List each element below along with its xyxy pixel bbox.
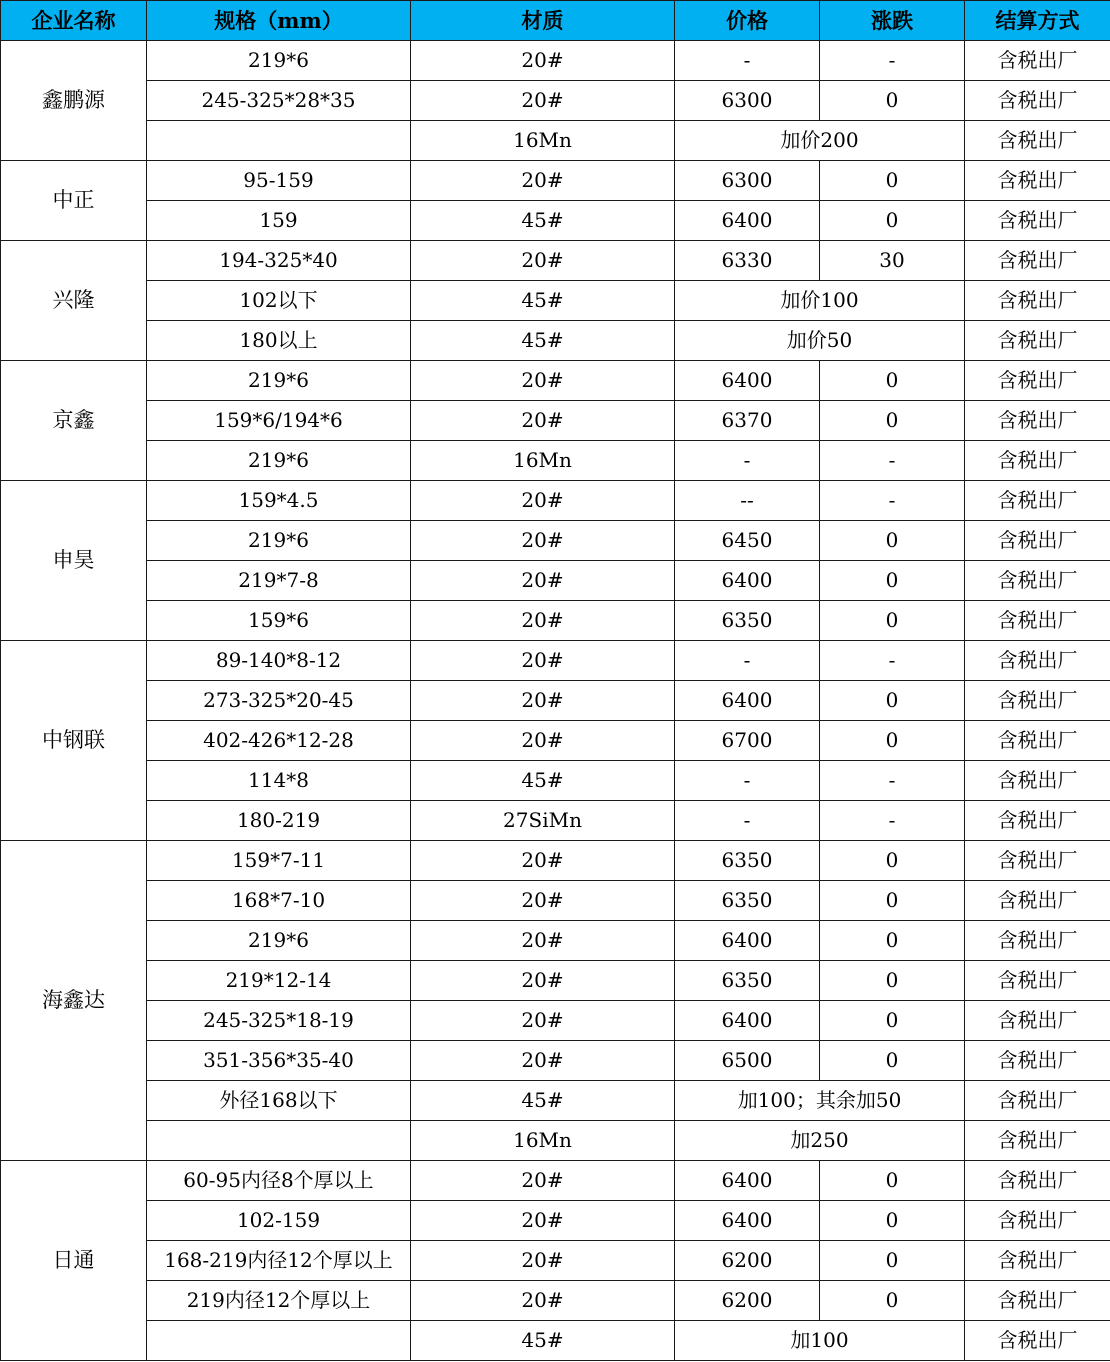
change-cell: 0: [820, 601, 965, 641]
settlement-cell: 含税出厂: [965, 721, 1110, 761]
material-cell: 20#: [411, 81, 675, 121]
settlement-cell: 含税出厂: [965, 761, 1110, 801]
change-cell: 0: [820, 401, 965, 441]
table-row: [1, 121, 1110, 161]
settlement-cell: 含税出厂: [965, 281, 1110, 321]
spec-cell: 168*7-10: [147, 881, 411, 921]
table-row: [1, 641, 1110, 681]
company-cell: 京鑫: [1, 361, 147, 481]
price-cell: 6400: [675, 1201, 820, 1241]
price-cell: 6400: [675, 921, 820, 961]
change-cell: 0: [820, 721, 965, 761]
spec-cell: 159*6/194*6: [147, 401, 411, 441]
material-cell: 20#: [411, 961, 675, 1001]
material-cell: 20#: [411, 1001, 675, 1041]
material-cell: 20#: [411, 1161, 675, 1201]
price-note-cell: 加价100: [675, 281, 965, 321]
change-cell: 0: [820, 201, 965, 241]
spec-cell: 外径168以下: [147, 1081, 411, 1121]
spec-cell: 159*6: [147, 601, 411, 641]
table-row: [1, 601, 1110, 641]
table-row: [1, 1161, 1110, 1201]
material-cell: 20#: [411, 241, 675, 281]
material-cell: 16Mn: [411, 121, 675, 161]
company-cell: 鑫鹏源: [1, 41, 147, 161]
table-row: [1, 1281, 1110, 1321]
price-cell: -: [675, 641, 820, 681]
material-cell: 16Mn: [411, 1121, 675, 1161]
table-row: [1, 1241, 1110, 1281]
price-cell: -: [675, 441, 820, 481]
change-cell: -: [820, 761, 965, 801]
material-cell: 45#: [411, 321, 675, 361]
price-cell: -: [675, 761, 820, 801]
settlement-cell: 含税出厂: [965, 681, 1110, 721]
material-cell: 20#: [411, 561, 675, 601]
spec-cell: 219*7-8: [147, 561, 411, 601]
spec-cell: 102以下: [147, 281, 411, 321]
table-row: [1, 1121, 1110, 1161]
header-row: [1, 1, 1110, 41]
settlement-cell: 含税出厂: [965, 1241, 1110, 1281]
material-cell: 20#: [411, 1241, 675, 1281]
settlement-cell: 含税出厂: [965, 961, 1110, 1001]
settlement-cell: 含税出厂: [965, 401, 1110, 441]
spec-cell: 219*6: [147, 921, 411, 961]
price-cell: 6400: [675, 681, 820, 721]
spec-cell: [147, 1321, 411, 1361]
spec-cell: 114*8: [147, 761, 411, 801]
spec-cell: 102-159: [147, 1201, 411, 1241]
spec-cell: 351-356*35-40: [147, 1041, 411, 1081]
settlement-cell: 含税出厂: [965, 1001, 1110, 1041]
table-row: [1, 321, 1110, 361]
price-cell: 6370: [675, 401, 820, 441]
change-cell: 0: [820, 1241, 965, 1281]
table-row: [1, 681, 1110, 721]
spec-cell: 95-159: [147, 161, 411, 201]
change-cell: -: [820, 441, 965, 481]
price-cell: 6400: [675, 561, 820, 601]
settlement-cell: 含税出厂: [965, 1081, 1110, 1121]
change-cell: 0: [820, 1001, 965, 1041]
price-cell: 6350: [675, 601, 820, 641]
table-row: [1, 841, 1110, 881]
table-row: [1, 521, 1110, 561]
table-row: [1, 1001, 1110, 1041]
table-row: [1, 881, 1110, 921]
material-cell: 27SiMn: [411, 801, 675, 841]
settlement-cell: 含税出厂: [965, 921, 1110, 961]
material-cell: 20#: [411, 521, 675, 561]
company-cell: 中钢联: [1, 641, 147, 841]
table-row: [1, 361, 1110, 401]
settlement-cell: 含税出厂: [965, 41, 1110, 81]
settlement-cell: 含税出厂: [965, 161, 1110, 201]
header-settlement: 结算方式: [965, 1, 1110, 41]
change-cell: 0: [820, 681, 965, 721]
spec-cell: 180-219: [147, 801, 411, 841]
material-cell: 20#: [411, 1041, 675, 1081]
price-cell: 6300: [675, 81, 820, 121]
table-row: [1, 1081, 1110, 1121]
settlement-cell: 含税出厂: [965, 201, 1110, 241]
change-cell: 0: [820, 841, 965, 881]
price-cell: --: [675, 481, 820, 521]
price-cell: 6330: [675, 241, 820, 281]
header-spec: 规格（mm）: [147, 1, 411, 41]
table-row: [1, 241, 1110, 281]
settlement-cell: 含税出厂: [965, 881, 1110, 921]
table-row: [1, 281, 1110, 321]
settlement-cell: 含税出厂: [965, 321, 1110, 361]
price-cell: 6400: [675, 1161, 820, 1201]
material-cell: 20#: [411, 361, 675, 401]
change-cell: 0: [820, 961, 965, 1001]
company-cell: 申昊: [1, 481, 147, 641]
settlement-cell: 含税出厂: [965, 801, 1110, 841]
settlement-cell: 含税出厂: [965, 561, 1110, 601]
price-cell: 6350: [675, 841, 820, 881]
spec-cell: 245-325*28*35: [147, 81, 411, 121]
table-row: [1, 401, 1110, 441]
material-cell: 20#: [411, 841, 675, 881]
change-cell: -: [820, 481, 965, 521]
material-cell: 20#: [411, 921, 675, 961]
settlement-cell: 含税出厂: [965, 1121, 1110, 1161]
material-cell: 45#: [411, 1081, 675, 1121]
material-cell: 45#: [411, 761, 675, 801]
spec-cell: 168-219内径12个厚以上: [147, 1241, 411, 1281]
change-cell: 0: [820, 161, 965, 201]
price-note-cell: 加250: [675, 1121, 965, 1161]
settlement-cell: 含税出厂: [965, 641, 1110, 681]
company-cell: 兴隆: [1, 241, 147, 361]
material-cell: 20#: [411, 1281, 675, 1321]
table-row: [1, 801, 1110, 841]
settlement-cell: 含税出厂: [965, 841, 1110, 881]
settlement-cell: 含税出厂: [965, 1161, 1110, 1201]
company-cell: 日通: [1, 1161, 147, 1361]
spec-cell: 219*12-14: [147, 961, 411, 1001]
spec-cell: 159*4.5: [147, 481, 411, 521]
settlement-cell: 含税出厂: [965, 81, 1110, 121]
table-row: [1, 1201, 1110, 1241]
spec-cell: 159: [147, 201, 411, 241]
material-cell: 20#: [411, 1201, 675, 1241]
settlement-cell: 含税出厂: [965, 1041, 1110, 1081]
company-cell: 海鑫达: [1, 841, 147, 1161]
price-cell: 6200: [675, 1241, 820, 1281]
table-row: [1, 201, 1110, 241]
header-change: 涨跌: [820, 1, 965, 41]
spec-cell: [147, 1121, 411, 1161]
material-cell: 20#: [411, 601, 675, 641]
table-body: [1, 41, 1110, 1361]
price-cell: -: [675, 801, 820, 841]
price-note-cell: 加100；其余加50: [675, 1081, 965, 1121]
spec-cell: 60-95内径8个厚以上: [147, 1161, 411, 1201]
material-cell: 20#: [411, 641, 675, 681]
table-row: [1, 721, 1110, 761]
table-row: [1, 441, 1110, 481]
table-row: [1, 1321, 1110, 1361]
settlement-cell: 含税出厂: [965, 1281, 1110, 1321]
settlement-cell: 含税出厂: [965, 441, 1110, 481]
change-cell: 0: [820, 361, 965, 401]
price-cell: 6400: [675, 361, 820, 401]
change-cell: 0: [820, 1281, 965, 1321]
company-cell: 中正: [1, 161, 147, 241]
change-cell: 0: [820, 561, 965, 601]
material-cell: 45#: [411, 201, 675, 241]
material-cell: 45#: [411, 281, 675, 321]
price-cell: 6700: [675, 721, 820, 761]
spec-cell: 180以上: [147, 321, 411, 361]
material-cell: 20#: [411, 721, 675, 761]
spec-cell: 273-325*20-45: [147, 681, 411, 721]
table-row: [1, 41, 1110, 81]
table-row: [1, 761, 1110, 801]
change-cell: -: [820, 801, 965, 841]
material-cell: 20#: [411, 481, 675, 521]
spec-cell: 402-426*12-28: [147, 721, 411, 761]
price-cell: 6400: [675, 1001, 820, 1041]
table-row: [1, 81, 1110, 121]
table-row: [1, 481, 1110, 521]
settlement-cell: 含税出厂: [965, 1321, 1110, 1361]
table-row: [1, 1041, 1110, 1081]
spec-cell: 89-140*8-12: [147, 641, 411, 681]
price-cell: 6350: [675, 961, 820, 1001]
price-note-cell: 加价200: [675, 121, 965, 161]
change-cell: 0: [820, 81, 965, 121]
material-cell: 20#: [411, 681, 675, 721]
material-cell: 45#: [411, 1321, 675, 1361]
change-cell: -: [820, 41, 965, 81]
change-cell: -: [820, 641, 965, 681]
settlement-cell: 含税出厂: [965, 481, 1110, 521]
table-header: [1, 1, 1110, 41]
table-row: [1, 161, 1110, 201]
price-cell: 6400: [675, 201, 820, 241]
spec-cell: 219*6: [147, 521, 411, 561]
price-cell: 6200: [675, 1281, 820, 1321]
settlement-cell: 含税出厂: [965, 361, 1110, 401]
settlement-cell: 含税出厂: [965, 241, 1110, 281]
material-cell: 16Mn: [411, 441, 675, 481]
price-cell: -: [675, 41, 820, 81]
change-cell: 0: [820, 1041, 965, 1081]
spec-cell: [147, 121, 411, 161]
settlement-cell: 含税出厂: [965, 601, 1110, 641]
change-cell: 0: [820, 1161, 965, 1201]
change-cell: 0: [820, 921, 965, 961]
spec-cell: 219*6: [147, 41, 411, 81]
material-cell: 20#: [411, 41, 675, 81]
material-cell: 20#: [411, 161, 675, 201]
price-cell: 6500: [675, 1041, 820, 1081]
spec-cell: 219*6: [147, 441, 411, 481]
price-note-cell: 加100: [675, 1321, 965, 1361]
spec-cell: 219内径12个厚以上: [147, 1281, 411, 1321]
change-cell: 0: [820, 881, 965, 921]
table-row: [1, 961, 1110, 1001]
table-row: [1, 921, 1110, 961]
header-price: 价格: [675, 1, 820, 41]
price-cell: 6450: [675, 521, 820, 561]
price-cell: 6300: [675, 161, 820, 201]
price-cell: 6350: [675, 881, 820, 921]
material-cell: 20#: [411, 881, 675, 921]
settlement-cell: 含税出厂: [965, 121, 1110, 161]
change-cell: 30: [820, 241, 965, 281]
spec-cell: 219*6: [147, 361, 411, 401]
settlement-cell: 含税出厂: [965, 521, 1110, 561]
table-row: [1, 561, 1110, 601]
header-material: 材质: [411, 1, 675, 41]
header-company: 企业名称: [1, 1, 147, 41]
change-cell: 0: [820, 521, 965, 561]
material-cell: 20#: [411, 401, 675, 441]
spec-cell: 245-325*18-19: [147, 1001, 411, 1041]
price-note-cell: 加价50: [675, 321, 965, 361]
spec-cell: 159*7-11: [147, 841, 411, 881]
settlement-cell: 含税出厂: [965, 1201, 1110, 1241]
spec-cell: 194-325*40: [147, 241, 411, 281]
change-cell: 0: [820, 1201, 965, 1241]
